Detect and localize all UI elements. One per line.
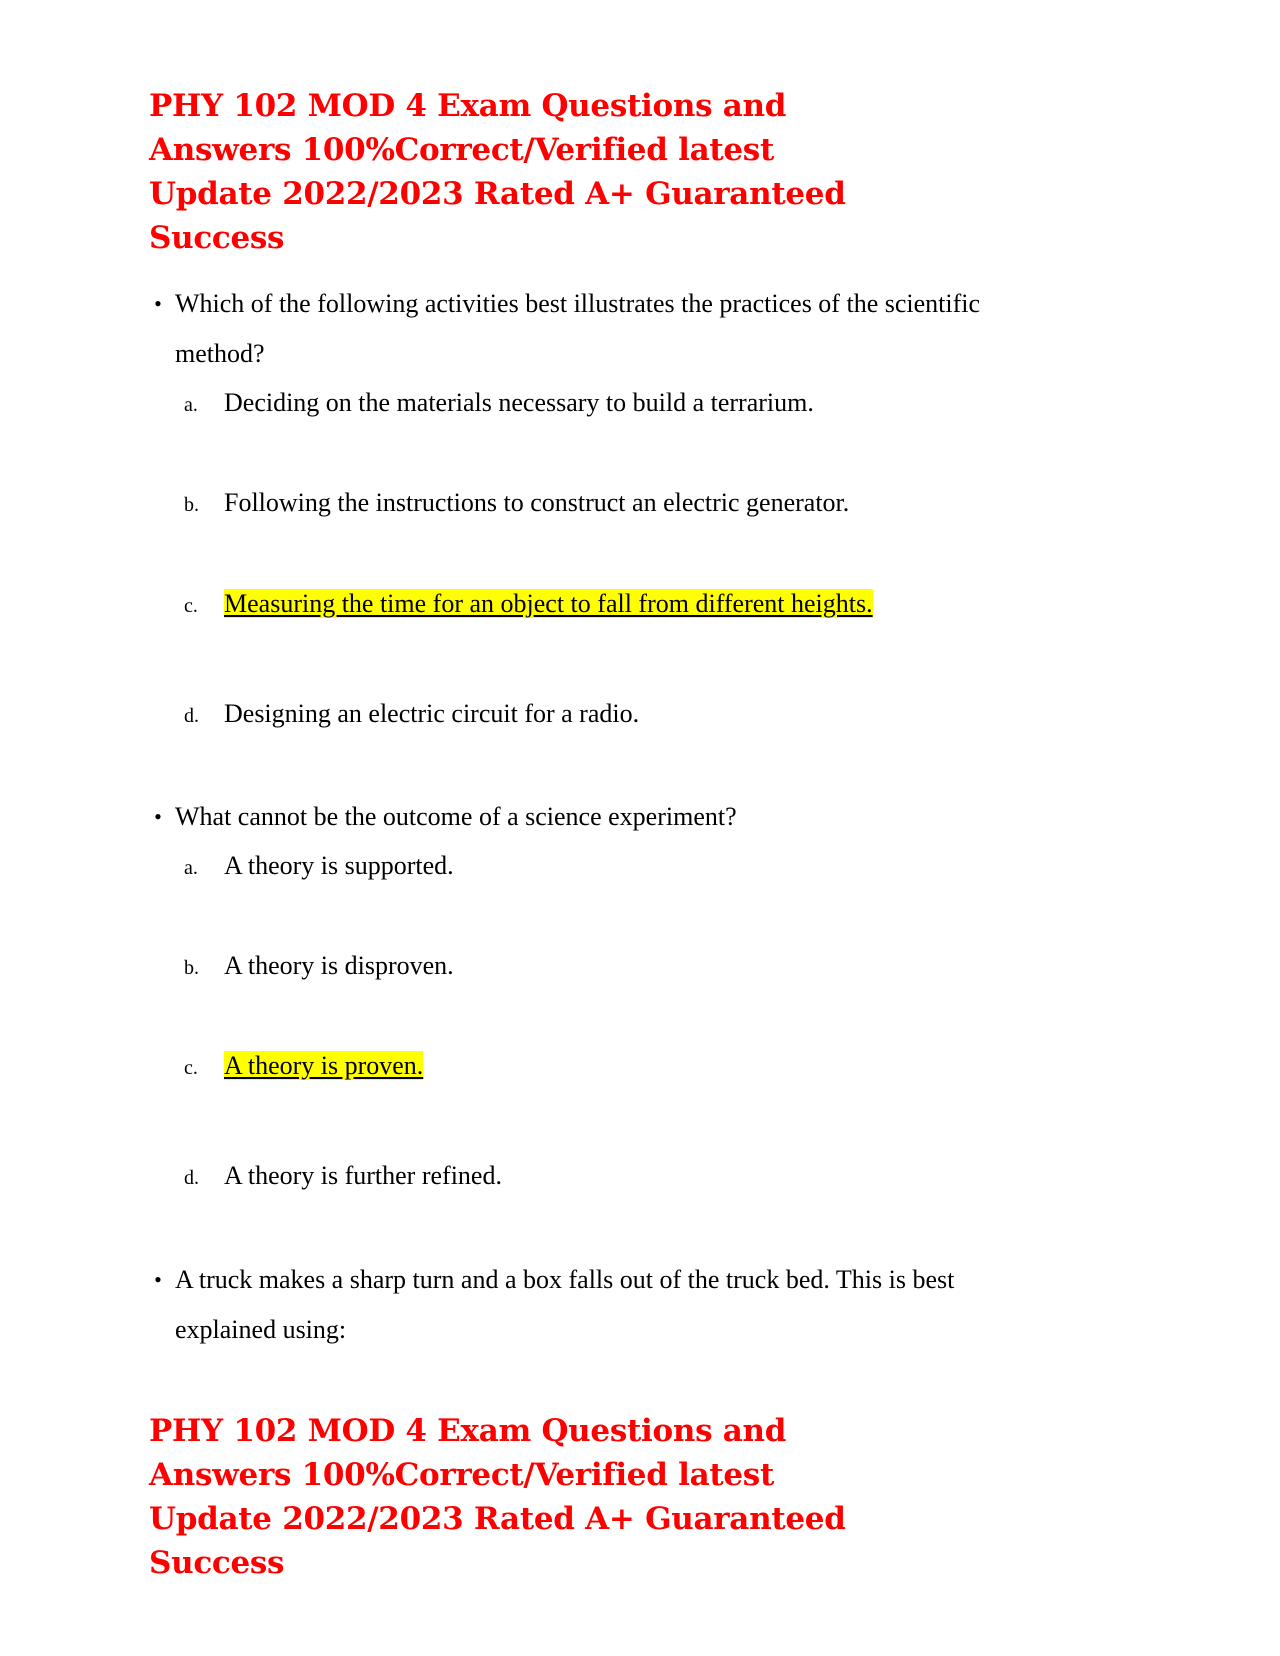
page-title-repeat (149, 1409, 909, 1585)
title-line: Answers 100%Correct/Verified latest (149, 1457, 774, 1493)
question-text: A truck makes a sharp turn and a box falls out of the truck bed. This is best explained using: (175, 1265, 955, 1344)
option-text: Deciding on the materials necessary to build a terrarium. (224, 388, 814, 417)
option-letter: b. (184, 494, 199, 516)
bullet-icon: • (154, 1267, 162, 1292)
question-1 (149, 279, 1109, 379)
highlighted-answer: A theory is proven. (224, 1051, 424, 1080)
question-text: What cannot be the outcome of a science experiment? (175, 802, 737, 831)
option-letter: b. (184, 957, 199, 979)
option-text: Following the instructions to construct an electric generator. (224, 488, 850, 517)
title-line: PHY 102 MOD 4 Exam Questions and (149, 1413, 787, 1449)
highlighted-answer: Measuring the time for an object to fall from different heights. (224, 589, 873, 618)
bullet-icon: • (154, 804, 162, 829)
option-text: A theory is further refined. (224, 1161, 502, 1190)
option-item (184, 586, 1084, 624)
page-title (149, 84, 909, 260)
option-text: A theory is supported. (224, 851, 454, 880)
option-item (184, 948, 1084, 986)
title-line: Success (149, 1545, 285, 1581)
option-text: Designing an electric circuit for a radio. (224, 699, 640, 728)
option-item (184, 696, 1084, 734)
option-letter: d. (184, 1167, 199, 1189)
title-line: PHY 102 MOD 4 Exam Questions and (149, 88, 787, 124)
question-2 (149, 792, 1109, 842)
question-3 (149, 1255, 1109, 1355)
option-letter: d. (184, 705, 199, 727)
option-letter: a. (184, 394, 198, 416)
option-letter: c. (184, 595, 198, 617)
title-line: Update 2022/2023 Rated A+ Guaranteed (149, 176, 846, 212)
title-line: Answers 100%Correct/Verified latest (149, 132, 774, 168)
option-item (184, 848, 1084, 886)
bullet-icon: • (154, 291, 162, 316)
option-item (184, 485, 1084, 523)
option-item (184, 385, 1084, 423)
option-item (184, 1158, 1084, 1196)
question-text: Which of the following activities best illustrates the practices of the scientific method? (175, 289, 981, 368)
option-letter: a. (184, 857, 198, 879)
title-line: Success (149, 220, 285, 256)
title-line: Update 2022/2023 Rated A+ Guaranteed (149, 1501, 846, 1537)
option-item (184, 1048, 1084, 1086)
option-text: A theory is disproven. (224, 951, 454, 980)
option-letter: c. (184, 1057, 198, 1079)
